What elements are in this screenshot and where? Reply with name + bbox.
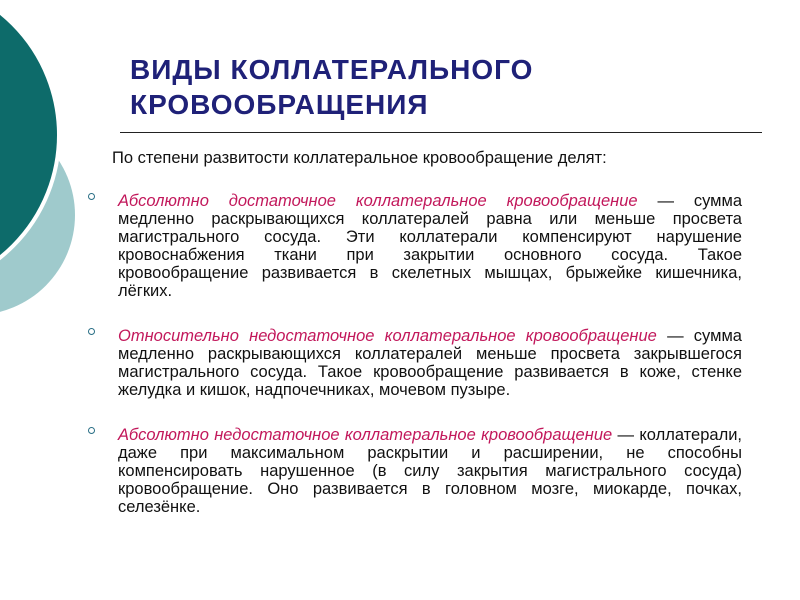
bullet-line: желудка и кишок, надпочечниках, мочевом пузыре. [118,381,511,399]
bullet-circle-icon [88,193,95,200]
intro-text: По степени развитости коллатеральное кровообращение делят: [112,149,607,167]
bullet-item-absolute-sufficient [118,192,742,300]
title-line-2: КРОВООБРАЩЕНИЯ [130,89,429,120]
bullet-line [118,327,742,345]
bullet-line: магистрального сосуда. Такое кровообращение развивается в коже, стенке [118,363,742,381]
bullet-item-absolute-insufficient [118,426,742,516]
bullet-line: кровоснабжения ткани при закрытии основного сосуда. Такое [118,246,742,264]
bullet-circle-icon [88,328,95,335]
bullet-term: Относительно недостаточное коллатеральное кровообращение [118,327,657,345]
bullet-term: Абсолютно достаточное коллатеральное кровообращение [118,192,638,210]
title-line-1: ВИДЫ КОЛЛАТЕРАЛЬНОГО [130,54,534,85]
bullet-line: медленно раскрывающихся коллатералей равна или меньше просвета [118,210,742,228]
bullet-line [118,426,742,444]
bullet-circle-icon [88,427,95,434]
bullet-line: даже при максимальном раскрытии и расширении, не способны [118,444,742,462]
bullet-line: магистрального сосуда. Эти коллатерали компенсируют нарушение [118,228,742,246]
bullet-term: Абсолютно недостаточное коллатеральное кровообращение [118,426,613,444]
slide-title [130,52,533,122]
title-divider [120,132,762,133]
bullet-line: лёгких. [118,282,173,300]
bullet-line: компенсировать нарушенное (в силу закрытия магистрального сосуда) [118,462,742,480]
bullet-item-relative-insufficient [118,327,742,399]
bullet-text: — коллатерали, [617,426,742,444]
bullet-line: селезёнке. [118,498,201,516]
bullet-line: медленно раскрывающихся коллатералей меньше просвета закрывшегося [118,345,742,363]
bullet-text: — сумма [657,192,742,210]
bullet-text: — сумма [667,327,742,345]
bullet-line [118,192,742,210]
bullet-line: кровообращение. Оно развивается в головном мозге, миокарде, почках, [118,480,742,498]
bullet-line: кровообращение развивается в скелетных мышцах, брыжейке кишечника, [118,264,742,282]
